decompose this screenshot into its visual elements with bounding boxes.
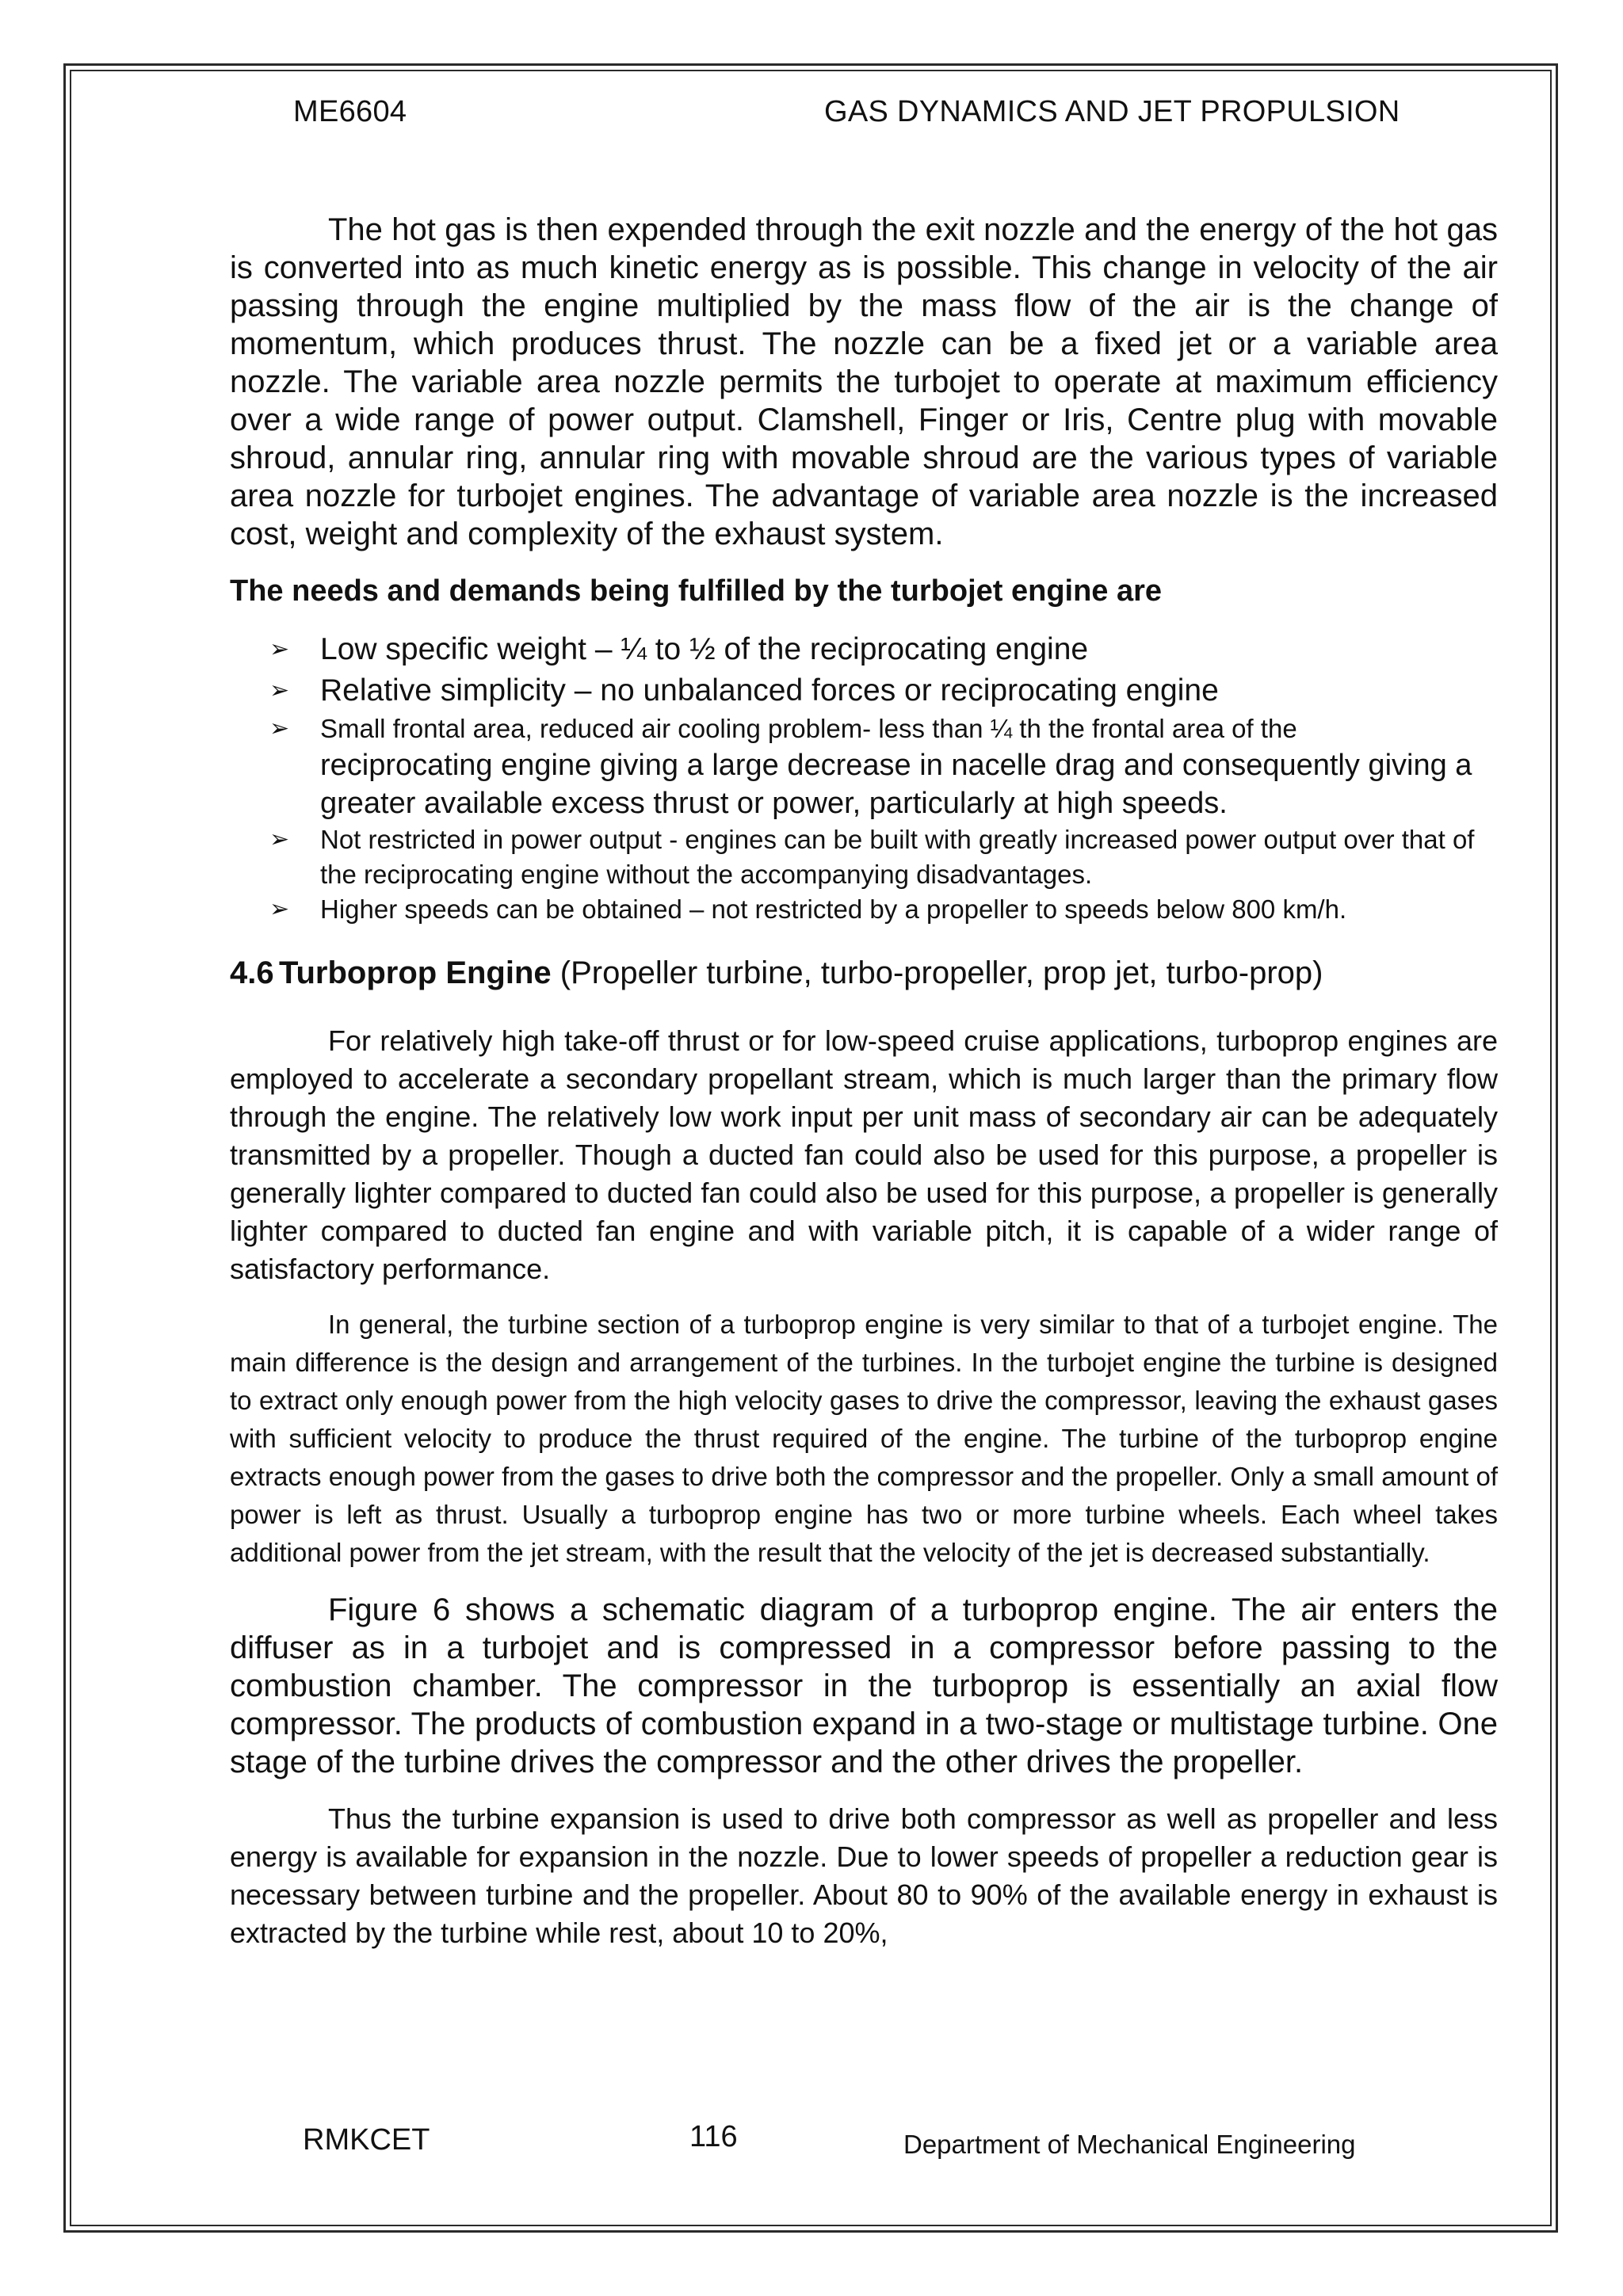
bullet-text: Small frontal area, reduced air cooling problem- less than ¼ th the frontal area of the: [320, 714, 1297, 743]
page-content: [230, 211, 1498, 1952]
bullet-text: Low specific weight – ¼ to ½ of the reciprocating engine: [320, 632, 1089, 666]
needs-list: [230, 629, 1498, 927]
section-number: 4.6: [230, 955, 274, 990]
header-course-code: ME6604: [293, 95, 407, 128]
section-subtitle: (Propeller turbine, turbo-propeller, prop jet, turbo-prop): [551, 955, 1323, 990]
footer-page-number: 116: [689, 2120, 738, 2153]
arrow-bullet-icon: ➢: [269, 677, 290, 704]
footer-department: Department of Mechanical Engineering: [903, 2130, 1356, 2159]
needs-heading: The needs and demands being fulfilled by the turbojet engine are: [230, 574, 1163, 608]
section-heading: [230, 954, 1498, 992]
bullet-text: Not restricted in power output - engines can be built with greatly increased power output over that of the reciprocating engine without the accompanying disadvantages.: [320, 825, 1475, 889]
bullet-text-continued: reciprocating engine giving a large decrease in nacelle drag and consequently giving a greater available excess thrust or power, particularly at high speeds.: [320, 749, 1472, 820]
section-title: Turboprop Engine: [279, 955, 552, 990]
list-item: [269, 670, 1498, 711]
arrow-bullet-icon: ➢: [269, 826, 290, 852]
list-item: [269, 629, 1498, 670]
list-item: [269, 711, 1498, 822]
paragraph-nozzle: The hot gas is then expended through the exit nozzle and the energy of the hot gas is converted into as much kinetic energy as is possible. This change in velocity of the air passing through the engine multiplied by the mass flow of the air is the change of momentum, which produces thrust. The nozzle can be a fixed jet or a variable area nozzle. The variable area nozzle permits the turbojet to operate at maximum efficiency over a wide range of power output. Clamshell, Finger or Iris, Centre plug with movable shroud, annular ring, annular ring with movable shroud are the various types of variable area nozzle for turbojet engines. The advantage of variable area nozzle is the increased cost, weight and complexity of the exhaust system.: [230, 212, 1498, 551]
paragraph-turboprop-intro: For relatively high take-off thrust or for low-speed cruise applications, turboprop engines are employed to accelerate a secondary propellant stream, which is much larger than the primary flow through the engine. The relatively low work input per unit mass of secondary air can be adequately transmitted by a propeller. Though a ducted fan could also be used for this purpose, a propeller is generally lighter compared to ducted fan could also be used for this purpose, a propeller is generally lighter compared to ducted fan engine and with variable pitch, it is capable of a wider range of satisfactory performance.: [230, 1024, 1498, 1285]
paragraph-expansion: Thus the turbine expansion is used to drive both compressor as well as propeller and less energy is available for expansion in the nozzle. Due to lower speeds of propeller a reduction gear is necessary between turbine and the propeller. About 80 to 90% of the available energy in exhaust is extracted by the turbine while rest, about 10 to 20%,: [230, 1802, 1498, 1949]
bullet-text: Relative simplicity – no unbalanced forces or reciprocating engine: [320, 673, 1219, 707]
header-course-title: GAS DYNAMICS AND JET PROPULSION: [824, 95, 1400, 128]
footer-institution: RMKCET: [303, 2123, 430, 2157]
paragraph-figure6: Figure 6 shows a schematic diagram of a turboprop engine. The air enters the diffuser as in a turbojet and is compressed in a compressor before passing to the combustion chamber. The compressor in the turboprop is essentially an axial flow compressor. The products of combustion expand in a two-stage or multistage turbine. One stage of the turbine drives the compressor and the other drives the propeller.: [230, 1592, 1498, 1779]
paragraph-turbine-section: In general, the turbine section of a turboprop engine is very similar to that of a turbojet engine. The main difference is the design and arrangement of the turbines. In the turbojet engine the turbine is designed to extract only enough power from the high velocity gases to drive the compressor, leaving the exhaust gases with sufficient velocity to produce the thrust required of the engine. The turbine of the turboprop engine extracts enough power from the gases to drive both the compressor and the propeller. Only a small amount of power is left as thrust. Usually a turboprop engine has two or more turbine wheels. Each wheel takes additional power from the jet stream, with the result that the velocity of the jet is decreased substantially.: [230, 1310, 1498, 1567]
list-item: [269, 892, 1498, 927]
bullet-text: Higher speeds can be obtained – not restricted by a propeller to speeds below 800 km/h.: [320, 894, 1347, 924]
list-item: [269, 822, 1498, 892]
arrow-bullet-icon: ➢: [269, 715, 290, 742]
arrow-bullet-icon: ➢: [269, 896, 290, 922]
arrow-bullet-icon: ➢: [269, 636, 290, 662]
